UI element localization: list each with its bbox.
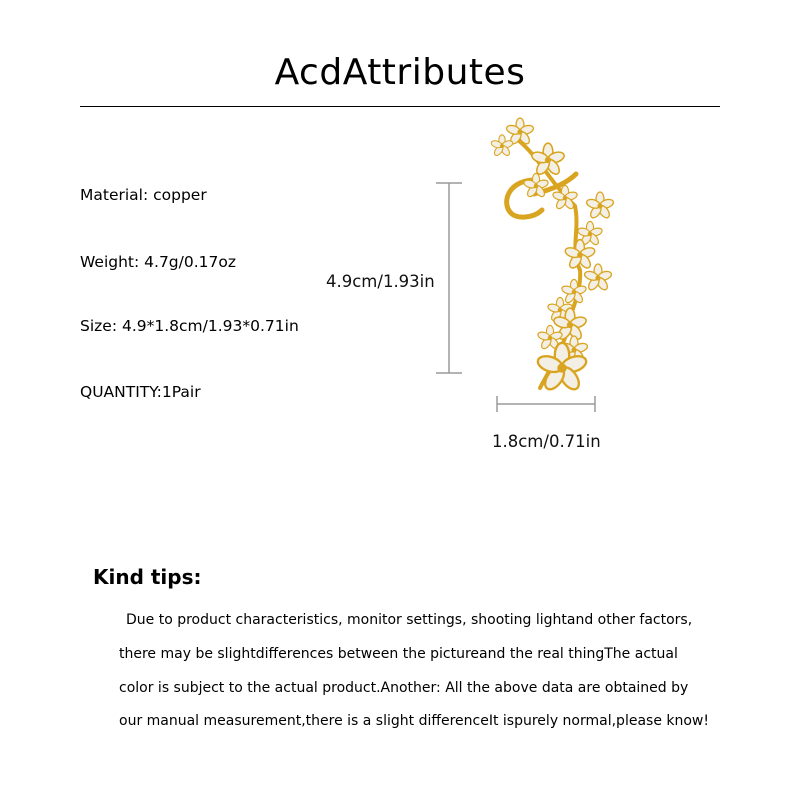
spec-material: Material: copper: [80, 186, 207, 204]
tip-line: our manual measurement,there is a slight differenceIt ispurely normal,please know!: [119, 713, 709, 729]
page-title: AcdAttributes: [274, 52, 526, 93]
width-label: 1.8cm/0.71in: [492, 432, 601, 451]
spec-quantity: QUANTITY:1Pair: [80, 383, 201, 401]
tip-line: color is subject to the actual product.Another: All the above data are obtained by: [119, 680, 689, 696]
title-divider: [80, 106, 720, 107]
height-label: 4.9cm/1.93in: [326, 272, 435, 291]
flower-ear-cuff-icon: [430, 110, 630, 410]
tip-line: there may be slightdifferences between the pictureand the real thingThe actual: [119, 646, 678, 662]
tip-line: Due to product characteristics, monitor settings, shooting lightand other factors,: [126, 612, 693, 628]
width-dimension-line: [492, 392, 602, 416]
spec-weight: Weight: 4.7g/0.17oz: [80, 253, 236, 271]
tips-heading: Kind tips:: [93, 565, 202, 589]
spec-size: Size: 4.9*1.8cm/1.93*0.71in: [80, 317, 299, 335]
